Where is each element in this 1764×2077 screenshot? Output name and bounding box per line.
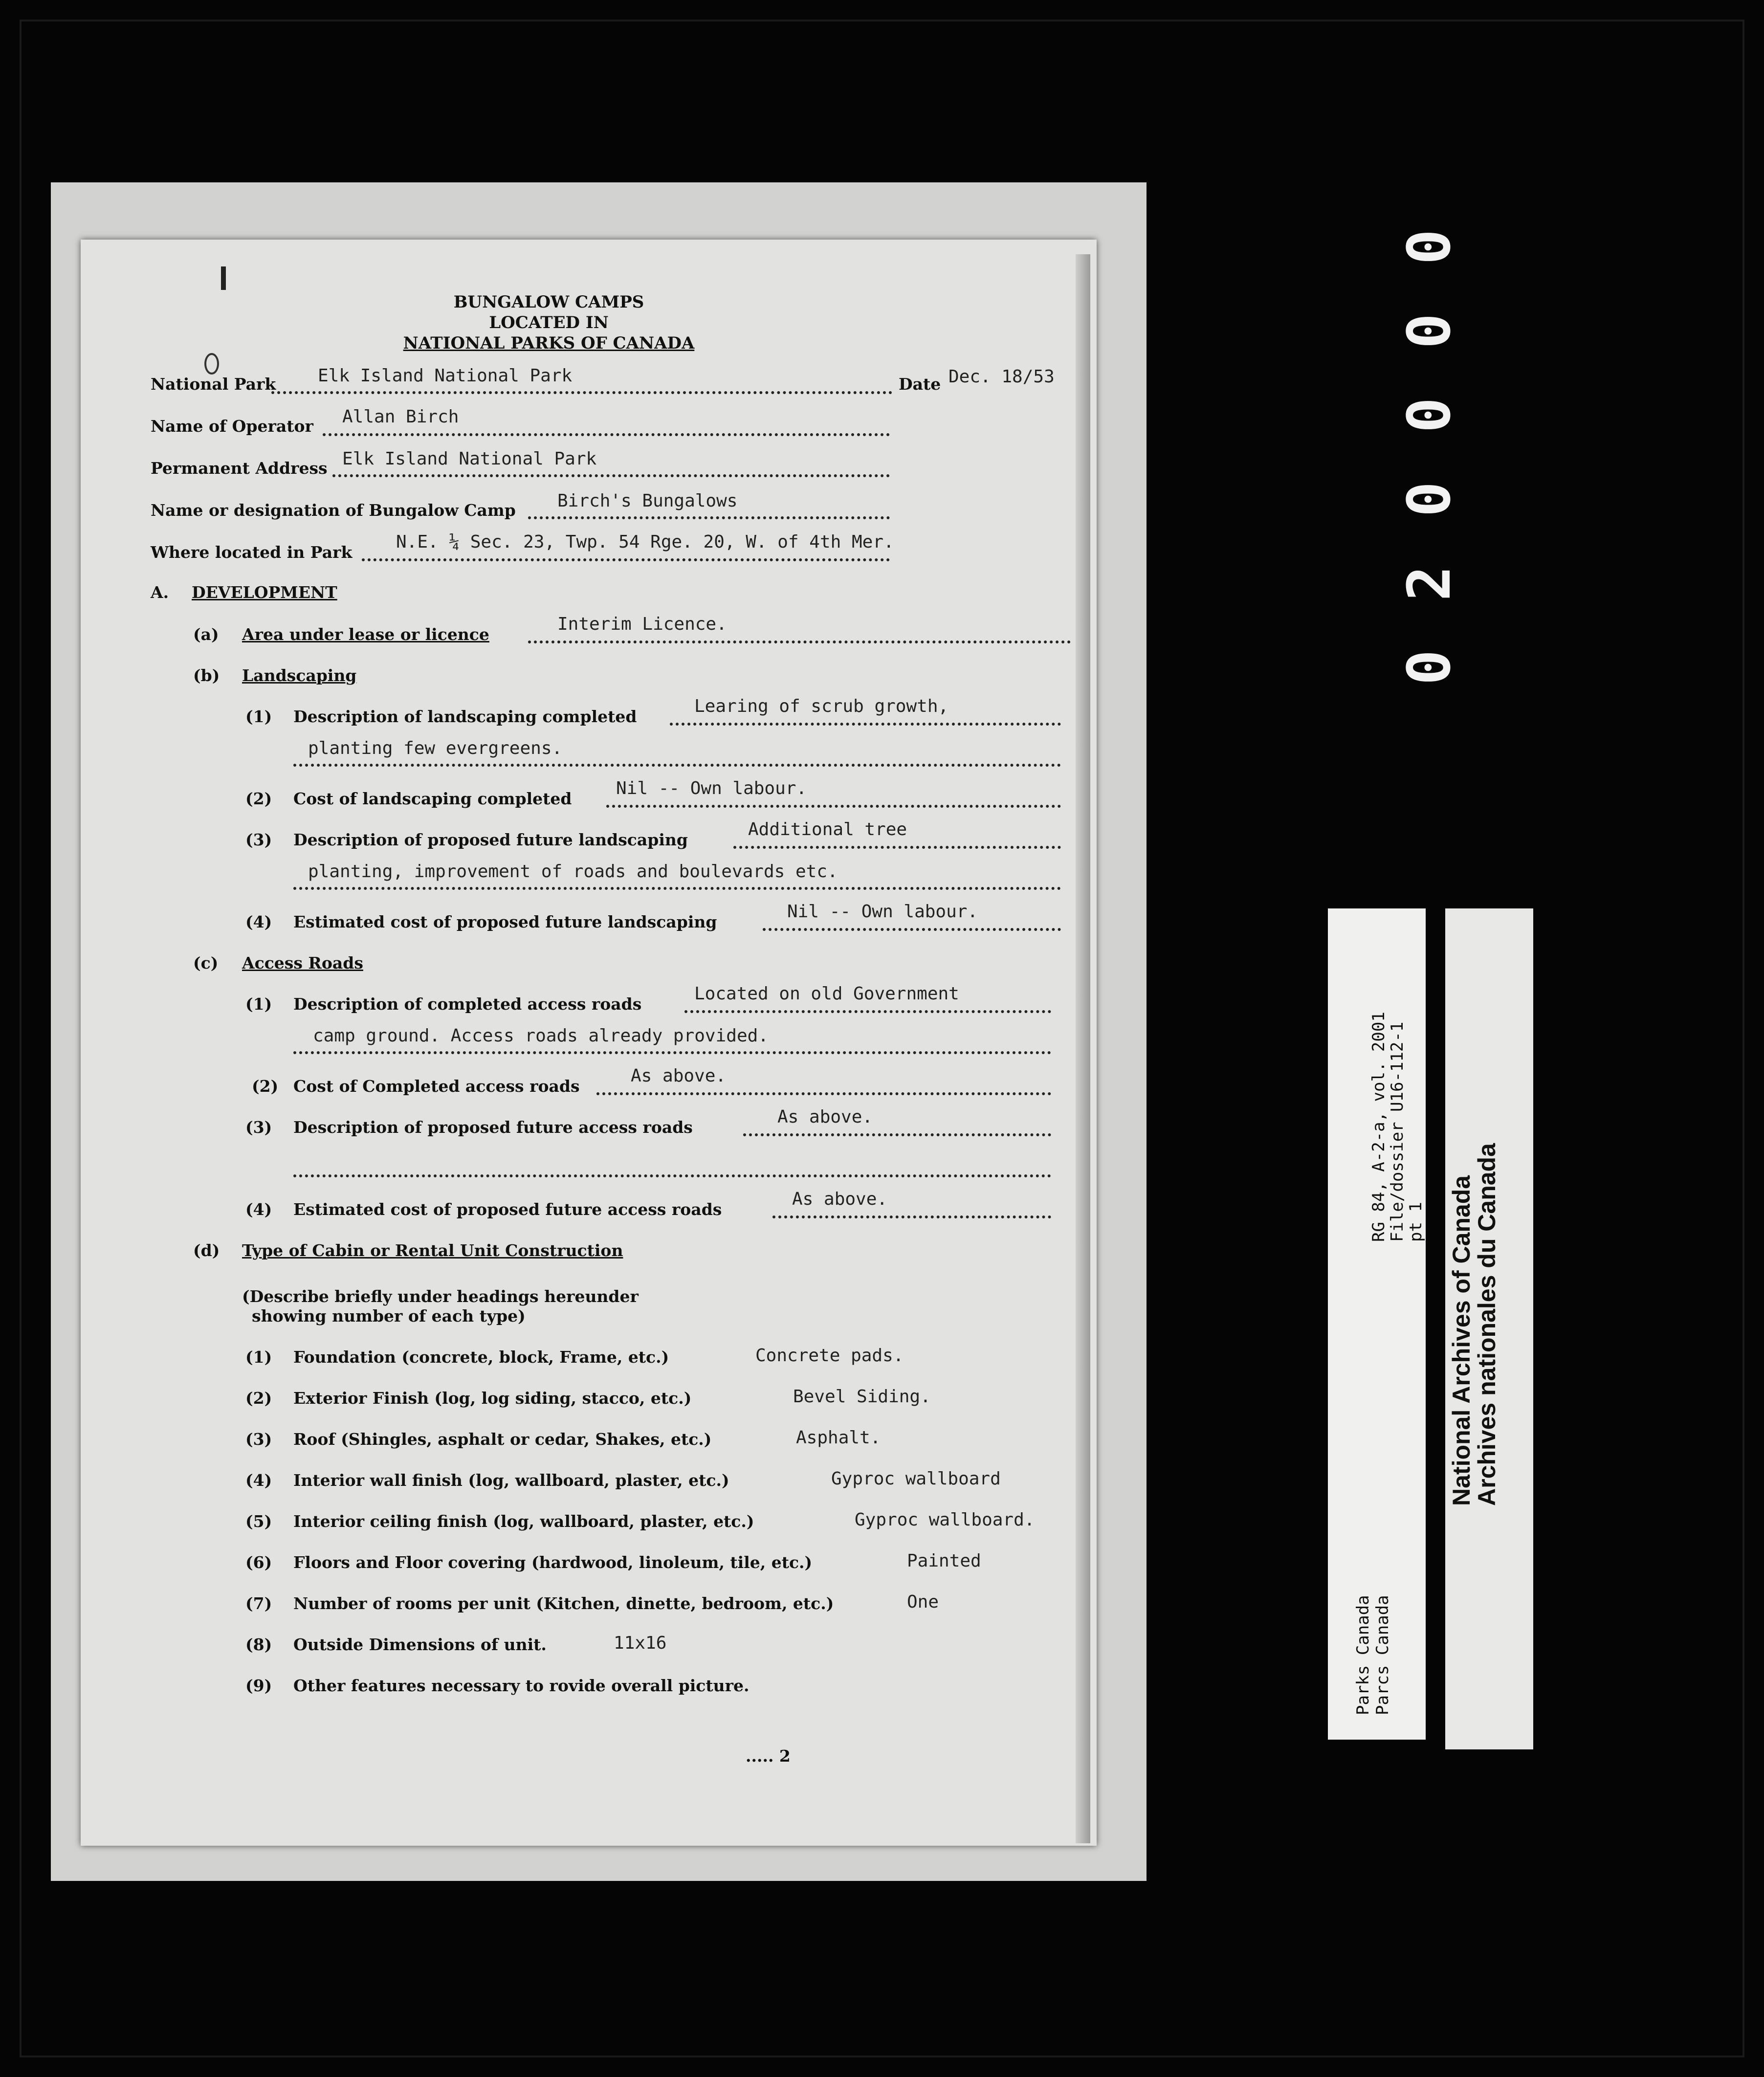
section-a-title: DEVELOPMENT [192, 583, 337, 602]
frame-digit: 0 [1396, 313, 1464, 349]
dot-leader [606, 805, 1061, 808]
future-roads-value: As above. [777, 1107, 873, 1127]
landscaping-cost-value: Nil -- Own labour. [616, 778, 807, 798]
doc-title-line2: LOCATED IN [489, 313, 609, 332]
national-archives-label [1445, 908, 1533, 1749]
dot-leader [733, 846, 1061, 849]
rooms-value: One [907, 1592, 939, 1612]
dot-leader [362, 558, 890, 561]
page-edge-shadow [1076, 254, 1090, 1843]
camp-name-label: Name or designation of Bungalow Camp [151, 501, 516, 520]
item-number: (1) [245, 994, 272, 1014]
date-label: Date [899, 375, 941, 394]
item-number: (5) [245, 1512, 272, 1531]
parks-canada-line2: Parcs Canada [1373, 1595, 1392, 1715]
exterior-finish-value: Bevel Siding. [793, 1387, 931, 1407]
roof-label: Roof (Shingles, asphalt or cedar, Shakes, etc.) [293, 1430, 712, 1449]
archive-reference-line2: File/dossier U16-112-1 [1388, 1021, 1407, 1242]
dot-leader [293, 764, 1061, 767]
item-number: (9) [245, 1676, 272, 1695]
future-landscaping-cost-value: Nil -- Own labour. [787, 902, 978, 922]
item-number: (7) [245, 1594, 272, 1613]
future-landscaping-cost-label: Estimated cost of proposed future landscaping [293, 912, 717, 931]
cabin-type-note-line2: showing number of each type) [252, 1306, 526, 1326]
dot-leader [684, 1010, 1051, 1013]
completed-roads-label: Description of completed access roads [293, 994, 642, 1014]
date-value: Dec. 18/53 [948, 367, 1055, 387]
future-landscaping-label: Description of proposed future landscaping [293, 830, 688, 849]
frame-number-stamp [1396, 215, 1464, 729]
frame-digit: 0 [1396, 229, 1464, 265]
lease-area-label: Area under lease or licence [242, 625, 489, 644]
archive-reference-line1: RG 84, A-2-a, vol. 2001 [1369, 1012, 1389, 1242]
ink-mark [204, 353, 219, 375]
item-number: (4) [245, 1200, 272, 1219]
doc-title-line3: NATIONAL PARKS OF CANADA [403, 333, 695, 353]
doc-title-line1: BUNGALOW CAMPS [453, 292, 644, 312]
future-roads-cost-value: As above. [792, 1189, 888, 1209]
lease-area-value: Interim Licence. [557, 614, 727, 634]
completed-roads-cost-value: As above. [631, 1066, 727, 1086]
location-label: Where located in Park [151, 543, 353, 562]
dot-leader [528, 641, 1071, 643]
address-value: Elk Island National Park [342, 449, 597, 469]
frame-digit: 0 [1396, 397, 1464, 433]
item-number: (1) [245, 1348, 272, 1367]
national-park-value: Elk Island National Park [318, 366, 573, 386]
interior-wall-value: Gyproc wallboard [831, 1469, 1001, 1489]
roof-value: Asphalt. [796, 1428, 881, 1448]
dot-leader [323, 433, 890, 436]
dot-leader [271, 391, 892, 394]
future-roads-cost-label: Estimated cost of proposed future access roads [293, 1200, 722, 1219]
dot-leader [596, 1092, 1051, 1095]
cabin-type-note-line1: (Describe briefly under headings hereunder [242, 1287, 639, 1306]
national-archives-line2: Archives nationales du Canada [1473, 1143, 1500, 1506]
floors-value: Painted [907, 1551, 981, 1571]
landscaping-completed-label: Description of landscaping completed [293, 707, 637, 726]
rooms-label: Number of rooms per unit (Kitchen, dinette, bedroom, etc.) [293, 1594, 834, 1613]
dot-leader [528, 516, 890, 519]
cabin-type-title: Type of Cabin or Rental Unit Construction [242, 1241, 623, 1260]
parks-canada-line1: Parks Canada [1353, 1595, 1373, 1715]
interior-ceiling-value: Gyproc wallboard. [855, 1510, 1035, 1530]
item-c-marker: (c) [193, 953, 219, 972]
item-number: (3) [245, 1118, 272, 1137]
archive-reference-line3: pt 1 [1406, 1202, 1426, 1242]
future-landscaping-value-cont: planting, improvement of roads and boulevards etc. [308, 862, 838, 882]
page-continuation: ..... 2 [746, 1746, 791, 1766]
landscaping-completed-value: Learing of scrub growth, [694, 696, 949, 716]
future-roads-label: Description of proposed future access roads [293, 1118, 693, 1137]
dimensions-value: 11x16 [614, 1633, 667, 1653]
interior-ceiling-label: Interior ceiling finish (log, wallboard, plaster, etc.) [293, 1512, 754, 1531]
location-value: N.E. ¼ Sec. 23, Twp. 54 Rge. 20, W. of 4th Mer. [396, 532, 894, 552]
dot-leader [670, 723, 1061, 726]
national-park-label: National Park [151, 375, 276, 394]
item-number: (2) [245, 1389, 272, 1408]
operator-value: Allan Birch [342, 407, 459, 427]
dot-leader [763, 928, 1061, 931]
future-landscaping-value: Additional tree [748, 819, 907, 840]
dot-leader [293, 1051, 1051, 1054]
frame-digit: 0 [1396, 481, 1464, 517]
item-a-marker: (a) [193, 625, 219, 644]
dot-leader [743, 1133, 1051, 1136]
item-number: (6) [245, 1553, 272, 1572]
dot-leader [332, 474, 890, 477]
dot-leader [293, 1174, 1051, 1177]
other-features-label: Other features necessary to rovide overall picture. [293, 1676, 750, 1695]
foundation-value: Concrete pads. [755, 1346, 904, 1366]
item-number: (1) [245, 707, 272, 726]
landscaping-cost-label: Cost of landscaping completed [293, 789, 572, 808]
completed-roads-value: Located on old Government [694, 984, 959, 1004]
landscaping-completed-value-cont: planting few evergreens. [308, 738, 563, 758]
item-number: (3) [245, 830, 272, 849]
national-archives-line1: National Archives of Canada [1448, 1175, 1475, 1506]
item-number: (8) [245, 1635, 272, 1654]
frame-digit: 2 [1396, 565, 1464, 601]
item-number: (4) [245, 912, 272, 931]
completed-roads-cost-label: Cost of Completed access roads [293, 1077, 580, 1096]
completed-roads-value-cont: camp ground. Access roads already provided. [313, 1026, 769, 1046]
item-number: (2) [245, 789, 272, 808]
operator-label: Name of Operator [151, 417, 313, 436]
dot-leader [293, 887, 1061, 890]
foundation-label: Foundation (concrete, block, Frame, etc.) [293, 1348, 669, 1367]
item-number: (3) [245, 1430, 272, 1449]
floors-label: Floors and Floor covering (hardwood, linoleum, tile, etc.) [293, 1553, 813, 1572]
access-roads-title: Access Roads [242, 953, 363, 972]
dot-leader [772, 1215, 1051, 1218]
camp-name-value: Birch's Bungalows [557, 491, 738, 511]
interior-wall-label: Interior wall finish (log, wallboard, plaster, etc.) [293, 1471, 729, 1490]
item-b-marker: (b) [193, 666, 220, 685]
item-number: (2) [252, 1077, 279, 1096]
exterior-finish-label: Exterior Finish (log, log siding, stacco, etc.) [293, 1389, 692, 1408]
dimensions-label: Outside Dimensions of unit. [293, 1635, 547, 1654]
item-d-marker: (d) [193, 1241, 220, 1260]
address-label: Permanent Address [151, 459, 328, 478]
ink-mark [221, 266, 226, 290]
landscaping-title: Landscaping [242, 666, 357, 685]
frame-digit: 0 [1396, 649, 1464, 685]
item-number: (4) [245, 1471, 272, 1490]
section-a-letter: A. [151, 583, 169, 602]
